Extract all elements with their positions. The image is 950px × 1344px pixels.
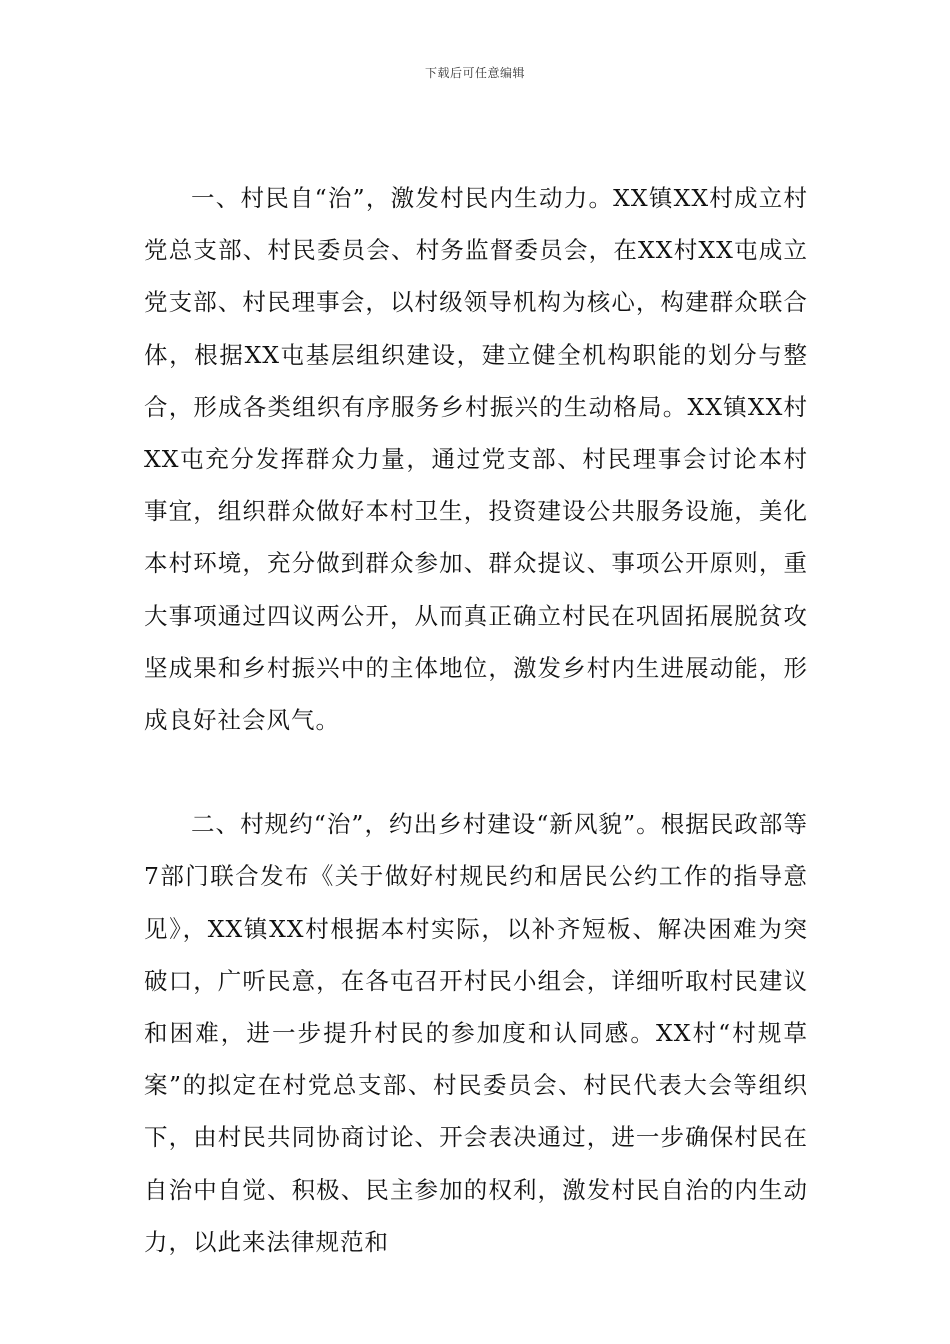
document-body bbox=[144, 172, 808, 1268]
paragraph-villager-self-governance: 一、村民自“治”，激发村民内生动力。XX镇XX村成立村党总支部、村民委员会、村务监督委员会，在XX村XX屯成立党支部、村民理事会，以村级领导机构为核心，构建群众联合体，根据XX屯基层组织建设，建立健全机构职能的划分与整合，形成各类组织有序服务乡村振兴的生动格局。XX镇XX村XX屯充分发挥群众力量，通过党支部、村民理事会讨论本村事宜，组织群众做好本村卫生，投资建设公共服务设施，美化本村环境，充分做到群众参加、群众提议、事项公开原则，重大事项通过四议两公开，从而真正确立村民在巩固拓展脱贫攻坚成果和乡村振兴中的主体地位，激发乡村内生进展动能，形成良好社会风气。 bbox=[144, 184, 808, 735]
paragraph-village-rules: 二、村规约“治”，约出乡村建设“新风貌”。根据民政部等7部门联合发布《关于做好村规民约和居民公约工作的指导意见》，XX镇XX村根据本村实际，以补齐短板、解决困难为突破口，广听民意，在各屯召开村民小组会，详细听取村民建议和困难，进一步提升村民的参加度和认同感。XX村“村规草案”的拟定在村党总支部、村民委员会、村民代表大会等组织下，由村民共同协商讨论、开会表决通过，进一步确保村民在自治中自觉、积极、民主参加的权利，激发村民自治的内生动力，以此来法律规范和 bbox=[144, 810, 808, 1256]
page-header-note: 下载后可任意编辑 bbox=[424, 66, 525, 80]
